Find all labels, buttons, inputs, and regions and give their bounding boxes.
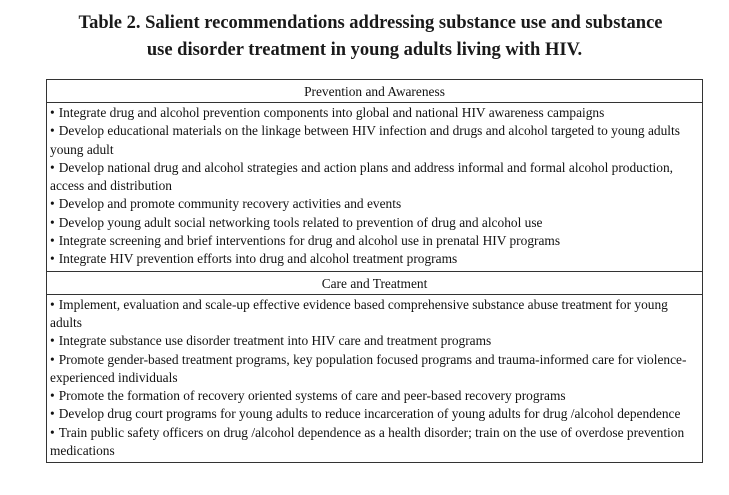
item-text: Integrate HIV prevention efforts into drug and alcohol treatment programs bbox=[58, 251, 458, 267]
item-text: Develop national drug and alcohol strategies and action plans and address informal and formal alcohol production, access and distribution bbox=[50, 159, 673, 194]
list-item bbox=[50, 122, 699, 159]
item-text: Integrate substance use disorder treatment into HIV care and treatment programs bbox=[58, 333, 492, 349]
bullet-marker: • bbox=[50, 196, 55, 212]
item-text: Train public safety officers on drug /alcohol dependence as a health disorder; train on the use of overdose prevention medications bbox=[50, 424, 685, 459]
item-text: Develop young adult social networking tools related to prevention of drug and alcohol use bbox=[58, 214, 543, 230]
item-text: Develop drug court programs for young adults to reduce incarceration of young adults for drug /alcohol dependence bbox=[58, 406, 681, 422]
item-text: Develop educational materials on the linkage between HIV infection and drugs and alcohol targeted to young adults young adult bbox=[50, 123, 680, 157]
item-text: Promote gender-based treatment programs, key population focused programs and trauma-informed care for violence-experienced individuals bbox=[50, 351, 687, 385]
bullet-marker: • bbox=[50, 214, 55, 230]
list-item bbox=[50, 424, 699, 461]
list-item bbox=[50, 159, 699, 196]
bullet-marker: • bbox=[50, 123, 55, 139]
bullet-marker: • bbox=[50, 296, 55, 312]
bullet-marker: • bbox=[50, 333, 55, 349]
list-item bbox=[50, 387, 699, 405]
section-header-prevention: Prevention and Awareness bbox=[47, 80, 702, 103]
bullet-marker: • bbox=[50, 233, 55, 249]
list-item bbox=[50, 195, 699, 213]
item-text: Implement, evaluation and scale-up effective evidence based comprehensive substance abuse treatment for young adults bbox=[50, 296, 668, 330]
section-header-care-treatment: Care and Treatment bbox=[47, 271, 702, 295]
bullet-marker: • bbox=[50, 388, 55, 404]
bullet-marker: • bbox=[50, 105, 55, 120]
item-text: Integrate screening and brief interventions for drug and alcohol use in prenatal HIV programs bbox=[58, 233, 561, 249]
list-item bbox=[50, 332, 699, 350]
bullet-marker: • bbox=[50, 251, 55, 267]
section-body-prevention bbox=[47, 103, 702, 271]
list-item bbox=[50, 250, 699, 268]
list-item bbox=[50, 296, 699, 333]
section-body-care-treatment bbox=[47, 295, 702, 463]
recommendations-table bbox=[46, 79, 703, 463]
list-item bbox=[50, 232, 699, 250]
bullet-marker: • bbox=[50, 406, 55, 422]
list-item bbox=[50, 351, 699, 388]
item-text: Promote the formation of recovery oriented systems of care and peer-based recovery programs bbox=[58, 388, 566, 404]
caption-line-1: Table 2. Salient recommendations addressing substance use and substance bbox=[78, 13, 663, 33]
caption-line-2: use disorder treatment in young adults living with HIV. bbox=[146, 40, 583, 60]
item-text: Integrate drug and alcohol prevention components into global and national HIV awareness campaigns bbox=[58, 105, 605, 120]
bullet-marker: • bbox=[50, 424, 55, 440]
list-item bbox=[50, 214, 699, 232]
list-item bbox=[50, 405, 699, 423]
bullet-marker: • bbox=[50, 351, 55, 367]
item-text: Develop and promote community recovery activities and events bbox=[58, 196, 402, 212]
bullet-marker: • bbox=[50, 159, 55, 175]
table-caption bbox=[0, 10, 729, 64]
list-item bbox=[50, 104, 699, 122]
